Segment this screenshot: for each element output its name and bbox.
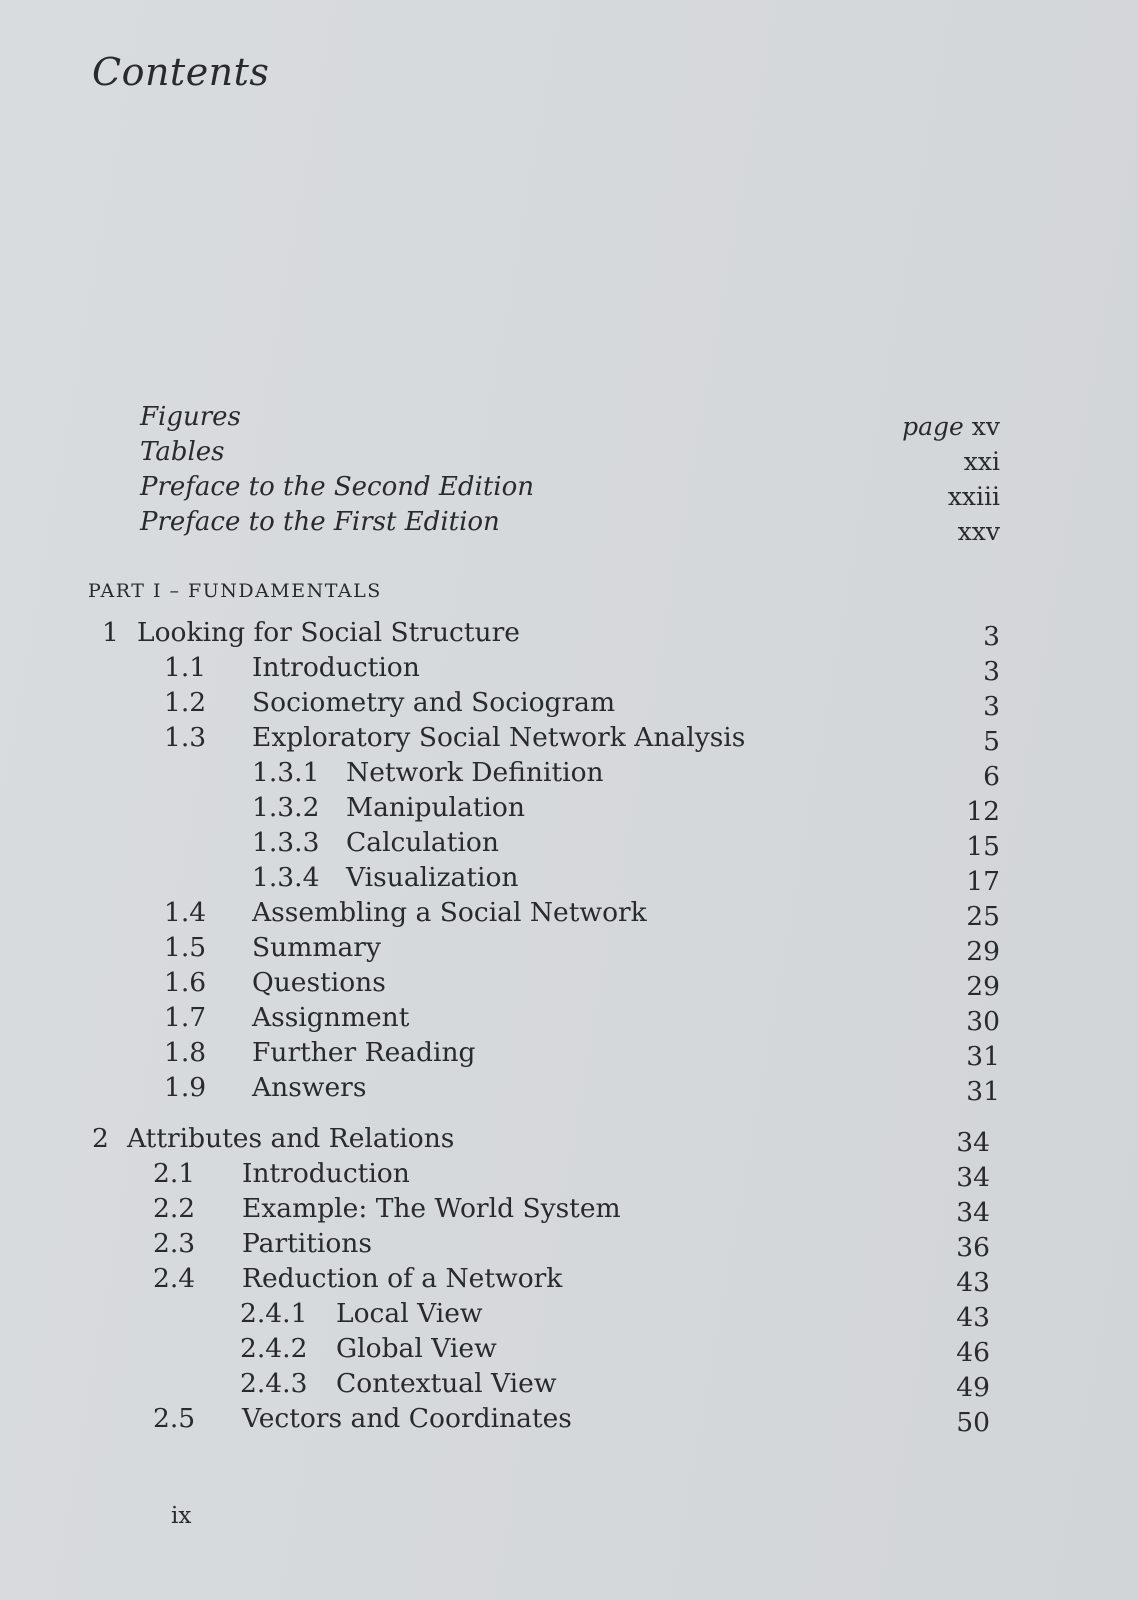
front-matter-label: Figures bbox=[140, 402, 241, 432]
subsection-entry bbox=[0, 1298, 1000, 1333]
section-entry-page: 29 bbox=[966, 936, 1000, 967]
front-matter-item bbox=[140, 402, 1000, 441]
section-entry-page: 30 bbox=[966, 1006, 1000, 1037]
section-entry-number: 1.9 bbox=[164, 1072, 207, 1103]
section-entry-page: 34 bbox=[956, 1197, 990, 1228]
section-entry-page: 36 bbox=[956, 1232, 990, 1263]
subsection-entry bbox=[0, 1333, 1000, 1368]
section-entry-number: 1.7 bbox=[164, 1002, 207, 1033]
section-entry-title: Further Reading bbox=[252, 1037, 476, 1068]
subsection-entry-number: 1.3.1 bbox=[252, 757, 320, 788]
section-entry-title: Answers bbox=[252, 1072, 367, 1103]
section-entry-page: 3 bbox=[983, 691, 1000, 722]
subsection-entry bbox=[0, 792, 1000, 827]
section-entry-title: Exploratory Social Network Analysis bbox=[252, 722, 746, 753]
section-entry bbox=[0, 1037, 1000, 1072]
front-matter-page: xxv bbox=[957, 517, 1000, 546]
section-entry-title: Reduction of a Network bbox=[242, 1263, 563, 1294]
subsection-entry bbox=[0, 757, 1000, 792]
section-entry bbox=[0, 1193, 1000, 1228]
subsection-entry bbox=[0, 862, 1000, 897]
subsection-entry-title: Local View bbox=[336, 1298, 483, 1329]
section-entry-number: 2.2 bbox=[153, 1193, 196, 1224]
section-entry-page: 43 bbox=[956, 1267, 990, 1298]
section-entry-title: Questions bbox=[252, 967, 386, 998]
chapter-entry-title: Attributes and Relations bbox=[127, 1123, 455, 1154]
section-entry-number: 1.3 bbox=[164, 722, 207, 753]
section-entry-title: Sociometry and Sociogram bbox=[252, 687, 616, 718]
front-matter-label: Tables bbox=[140, 437, 225, 467]
subsection-entry-title: Visualization bbox=[346, 862, 519, 893]
chapter-entry bbox=[0, 617, 1000, 652]
page-number: xv bbox=[971, 412, 1000, 441]
section-entry-page: 34 bbox=[956, 1162, 990, 1193]
front-matter-label: Preface to the First Edition bbox=[140, 507, 500, 537]
subsection-entry-title: Global View bbox=[336, 1333, 497, 1364]
subsection-entry bbox=[0, 1368, 1000, 1403]
section-entry-title: Introduction bbox=[252, 652, 420, 683]
section-entry-title: Assignment bbox=[252, 1002, 410, 1033]
section-entry-page: 50 bbox=[956, 1407, 990, 1438]
section-entry-number: 1.1 bbox=[164, 652, 207, 683]
section-entry-number: 2.1 bbox=[153, 1158, 196, 1189]
subsection-entry-number: 1.3.4 bbox=[252, 862, 320, 893]
subsection-entry-page: 43 bbox=[956, 1302, 990, 1333]
section-entry-title: Example: The World System bbox=[242, 1193, 621, 1224]
section-entry bbox=[0, 1228, 1000, 1263]
part-heading: PART I – FUNDAMENTALS bbox=[88, 580, 382, 602]
front-matter-label: Preface to the Second Edition bbox=[140, 472, 535, 502]
section-entry-number: 1.4 bbox=[164, 897, 207, 928]
front-matter-item bbox=[140, 507, 1000, 546]
chapter-entry-number: 2 bbox=[92, 1123, 109, 1154]
section-entry-title: Partitions bbox=[242, 1228, 372, 1259]
page-prefix: page bbox=[902, 412, 972, 441]
section-entry-title: Introduction bbox=[242, 1158, 410, 1189]
section-entry-page: 25 bbox=[966, 901, 1000, 932]
subsection-entry-page: 15 bbox=[966, 831, 1000, 862]
subsection-entry-page: 6 bbox=[983, 761, 1000, 792]
section-entry-page: 31 bbox=[966, 1041, 1000, 1072]
section-entry bbox=[0, 897, 1000, 932]
subsection-entry-page: 17 bbox=[966, 866, 1000, 897]
section-entry bbox=[0, 967, 1000, 1002]
chapter-entry-page: 3 bbox=[983, 621, 1000, 652]
front-matter-page: xxiii bbox=[947, 482, 1000, 511]
subsection-entry-title: Manipulation bbox=[346, 792, 525, 823]
subsection-entry-page: 49 bbox=[956, 1372, 990, 1403]
section-entry-number: 1.2 bbox=[164, 687, 207, 718]
chapter-entry-title: Looking for Social Structure bbox=[137, 617, 520, 648]
section-entry-title: Vectors and Coordinates bbox=[242, 1403, 572, 1434]
subsection-entry bbox=[0, 827, 1000, 862]
section-entry-page: 5 bbox=[983, 726, 1000, 757]
subsection-entry-number: 2.4.2 bbox=[240, 1333, 308, 1364]
front-matter-item bbox=[140, 472, 1000, 511]
front-matter-item bbox=[140, 437, 1000, 476]
section-entry bbox=[0, 1403, 1000, 1438]
subsection-entry-number: 2.4.1 bbox=[240, 1298, 308, 1329]
section-entry-title: Summary bbox=[252, 932, 381, 963]
section-entry-title: Assembling a Social Network bbox=[252, 897, 647, 928]
section-entry bbox=[0, 1158, 1000, 1193]
subsection-entry-title: Calculation bbox=[346, 827, 499, 858]
section-entry bbox=[0, 1072, 1000, 1107]
subsection-entry-title: Contextual View bbox=[336, 1368, 557, 1399]
chapter-entry-number: 1 bbox=[102, 617, 119, 648]
section-entry-page: 31 bbox=[966, 1076, 1000, 1107]
subsection-entry-number: 1.3.2 bbox=[252, 792, 320, 823]
section-entry-number: 1.6 bbox=[164, 967, 207, 998]
subsection-entry-number: 2.4.3 bbox=[240, 1368, 308, 1399]
chapter-entry bbox=[0, 1123, 1000, 1158]
section-entry bbox=[0, 1002, 1000, 1037]
subsection-entry-page: 12 bbox=[966, 796, 1000, 827]
section-entry-number: 2.5 bbox=[153, 1403, 196, 1434]
section-entry bbox=[0, 722, 1000, 757]
subsection-entry-number: 1.3.3 bbox=[252, 827, 320, 858]
section-entry bbox=[0, 652, 1000, 687]
section-entry bbox=[0, 687, 1000, 722]
front-matter-page: xxi bbox=[963, 447, 1000, 476]
chapter-entry-page: 34 bbox=[956, 1127, 990, 1158]
subsection-entry-title: Network Definition bbox=[346, 757, 604, 788]
front-matter-list bbox=[140, 402, 1000, 546]
section-entry-number: 2.4 bbox=[153, 1263, 196, 1294]
section-entry bbox=[0, 1263, 1000, 1298]
subsection-entry-page: 46 bbox=[956, 1337, 990, 1368]
table-of-contents bbox=[0, 617, 1000, 1438]
section-entry-number: 1.5 bbox=[164, 932, 207, 963]
section-entry-number: 2.3 bbox=[153, 1228, 196, 1259]
section-entry bbox=[0, 932, 1000, 967]
page-title: Contents bbox=[92, 50, 270, 94]
section-entry-page: 29 bbox=[966, 971, 1000, 1002]
section-entry-number: 1.8 bbox=[164, 1037, 207, 1068]
page-number-folio: ix bbox=[171, 1503, 192, 1529]
chapter-gap bbox=[0, 1107, 1000, 1123]
section-entry-page: 3 bbox=[983, 656, 1000, 687]
